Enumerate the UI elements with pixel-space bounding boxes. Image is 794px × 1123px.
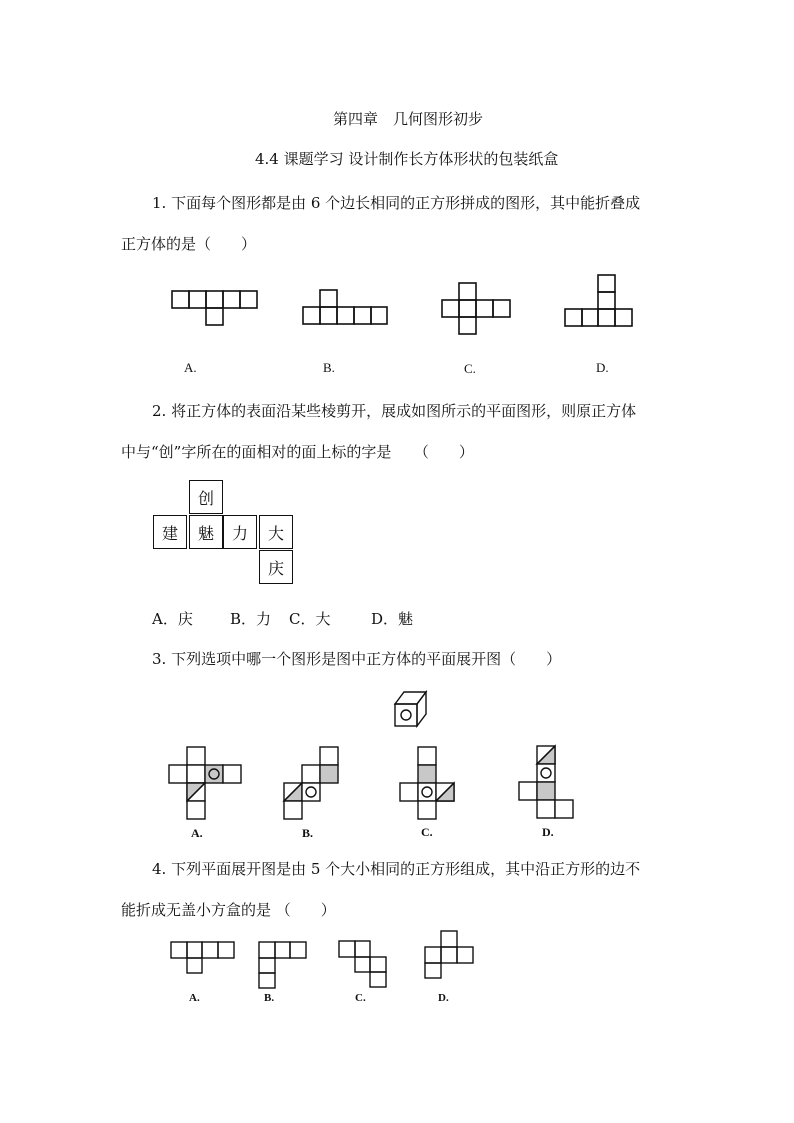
q4-option-b-label: B. bbox=[264, 992, 275, 1004]
q2-option-c: C．大 bbox=[289, 610, 331, 628]
q2-cell-qing: 庆 bbox=[259, 550, 293, 584]
q2-cell-mei: 魅 bbox=[189, 515, 223, 549]
q2-text-line1: 2. 将正方体的表面沿某些棱剪开，展成如图所示的平面图形，则原正方体 bbox=[152, 402, 637, 420]
q3-nets bbox=[169, 746, 573, 819]
q2-option-a: A．庆 bbox=[152, 610, 193, 628]
q4-net-d bbox=[425, 931, 473, 978]
q4-net-c bbox=[339, 941, 386, 987]
q1-net-c bbox=[442, 283, 510, 334]
q1-net-b bbox=[303, 290, 387, 324]
q4-text-line2: 能折成无盖小方盒的是 （ ） bbox=[121, 901, 336, 919]
q2-cell-chuang: 创 bbox=[189, 480, 223, 514]
q3-net-b bbox=[284, 747, 338, 819]
q3-net-c bbox=[400, 747, 454, 819]
q1-option-b-label: B. bbox=[323, 360, 335, 375]
q2-option-d: D．魅 bbox=[371, 610, 414, 628]
q3-option-c-label: C. bbox=[421, 825, 433, 839]
q1-net-d bbox=[565, 275, 632, 326]
q1-option-d-label: D. bbox=[596, 360, 609, 375]
q2-text-line2: 中与“创”字所在的面相对的面上标的字是 （ ） bbox=[121, 443, 474, 461]
q2-cell-da: 大 bbox=[259, 515, 293, 549]
q4-text-line1: 4. 下列平面展开图是由 5 个大小相同的正方形组成，其中沿正方形的边不 bbox=[152, 860, 641, 878]
q3-option-d-label: D. bbox=[542, 825, 554, 839]
q3-net-d bbox=[519, 746, 573, 818]
q1-text-line1: 1. 下面每个图形都是由 6 个边长相同的正方形拼成的图形，其中能折叠成 bbox=[152, 194, 641, 212]
q4-net-b bbox=[259, 942, 306, 988]
q4-option-d-label: D. bbox=[438, 992, 449, 1004]
q1-option-c-label: C. bbox=[464, 361, 476, 376]
q4-nets bbox=[171, 931, 473, 988]
chapter-title: 第四章 几何图形初步 bbox=[333, 110, 484, 128]
section-title: 4.4 课题学习 设计制作长方体形状的包装纸盒 bbox=[255, 150, 559, 168]
q4-option-c-label: C. bbox=[355, 992, 366, 1004]
q2-option-b: B．力 bbox=[230, 610, 272, 628]
q1-net-a bbox=[172, 291, 257, 325]
q3-option-a-label: A. bbox=[191, 826, 203, 840]
q1-text-line2: 正方体的是（ ） bbox=[121, 235, 257, 253]
q4-option-a-label: A. bbox=[189, 992, 200, 1004]
q3-text-line1: 3. 下列选项中哪一个图形是图中正方体的平面展开图（ ） bbox=[152, 650, 562, 668]
q1-option-a-label: A. bbox=[184, 360, 197, 375]
q4-net-a bbox=[171, 942, 234, 973]
q2-cell-li: 力 bbox=[223, 515, 257, 549]
q3-net-a bbox=[169, 747, 241, 819]
q2-cell-jian: 建 bbox=[153, 515, 187, 549]
q3-option-b-label: B. bbox=[302, 826, 314, 840]
q3-cube bbox=[395, 692, 426, 726]
